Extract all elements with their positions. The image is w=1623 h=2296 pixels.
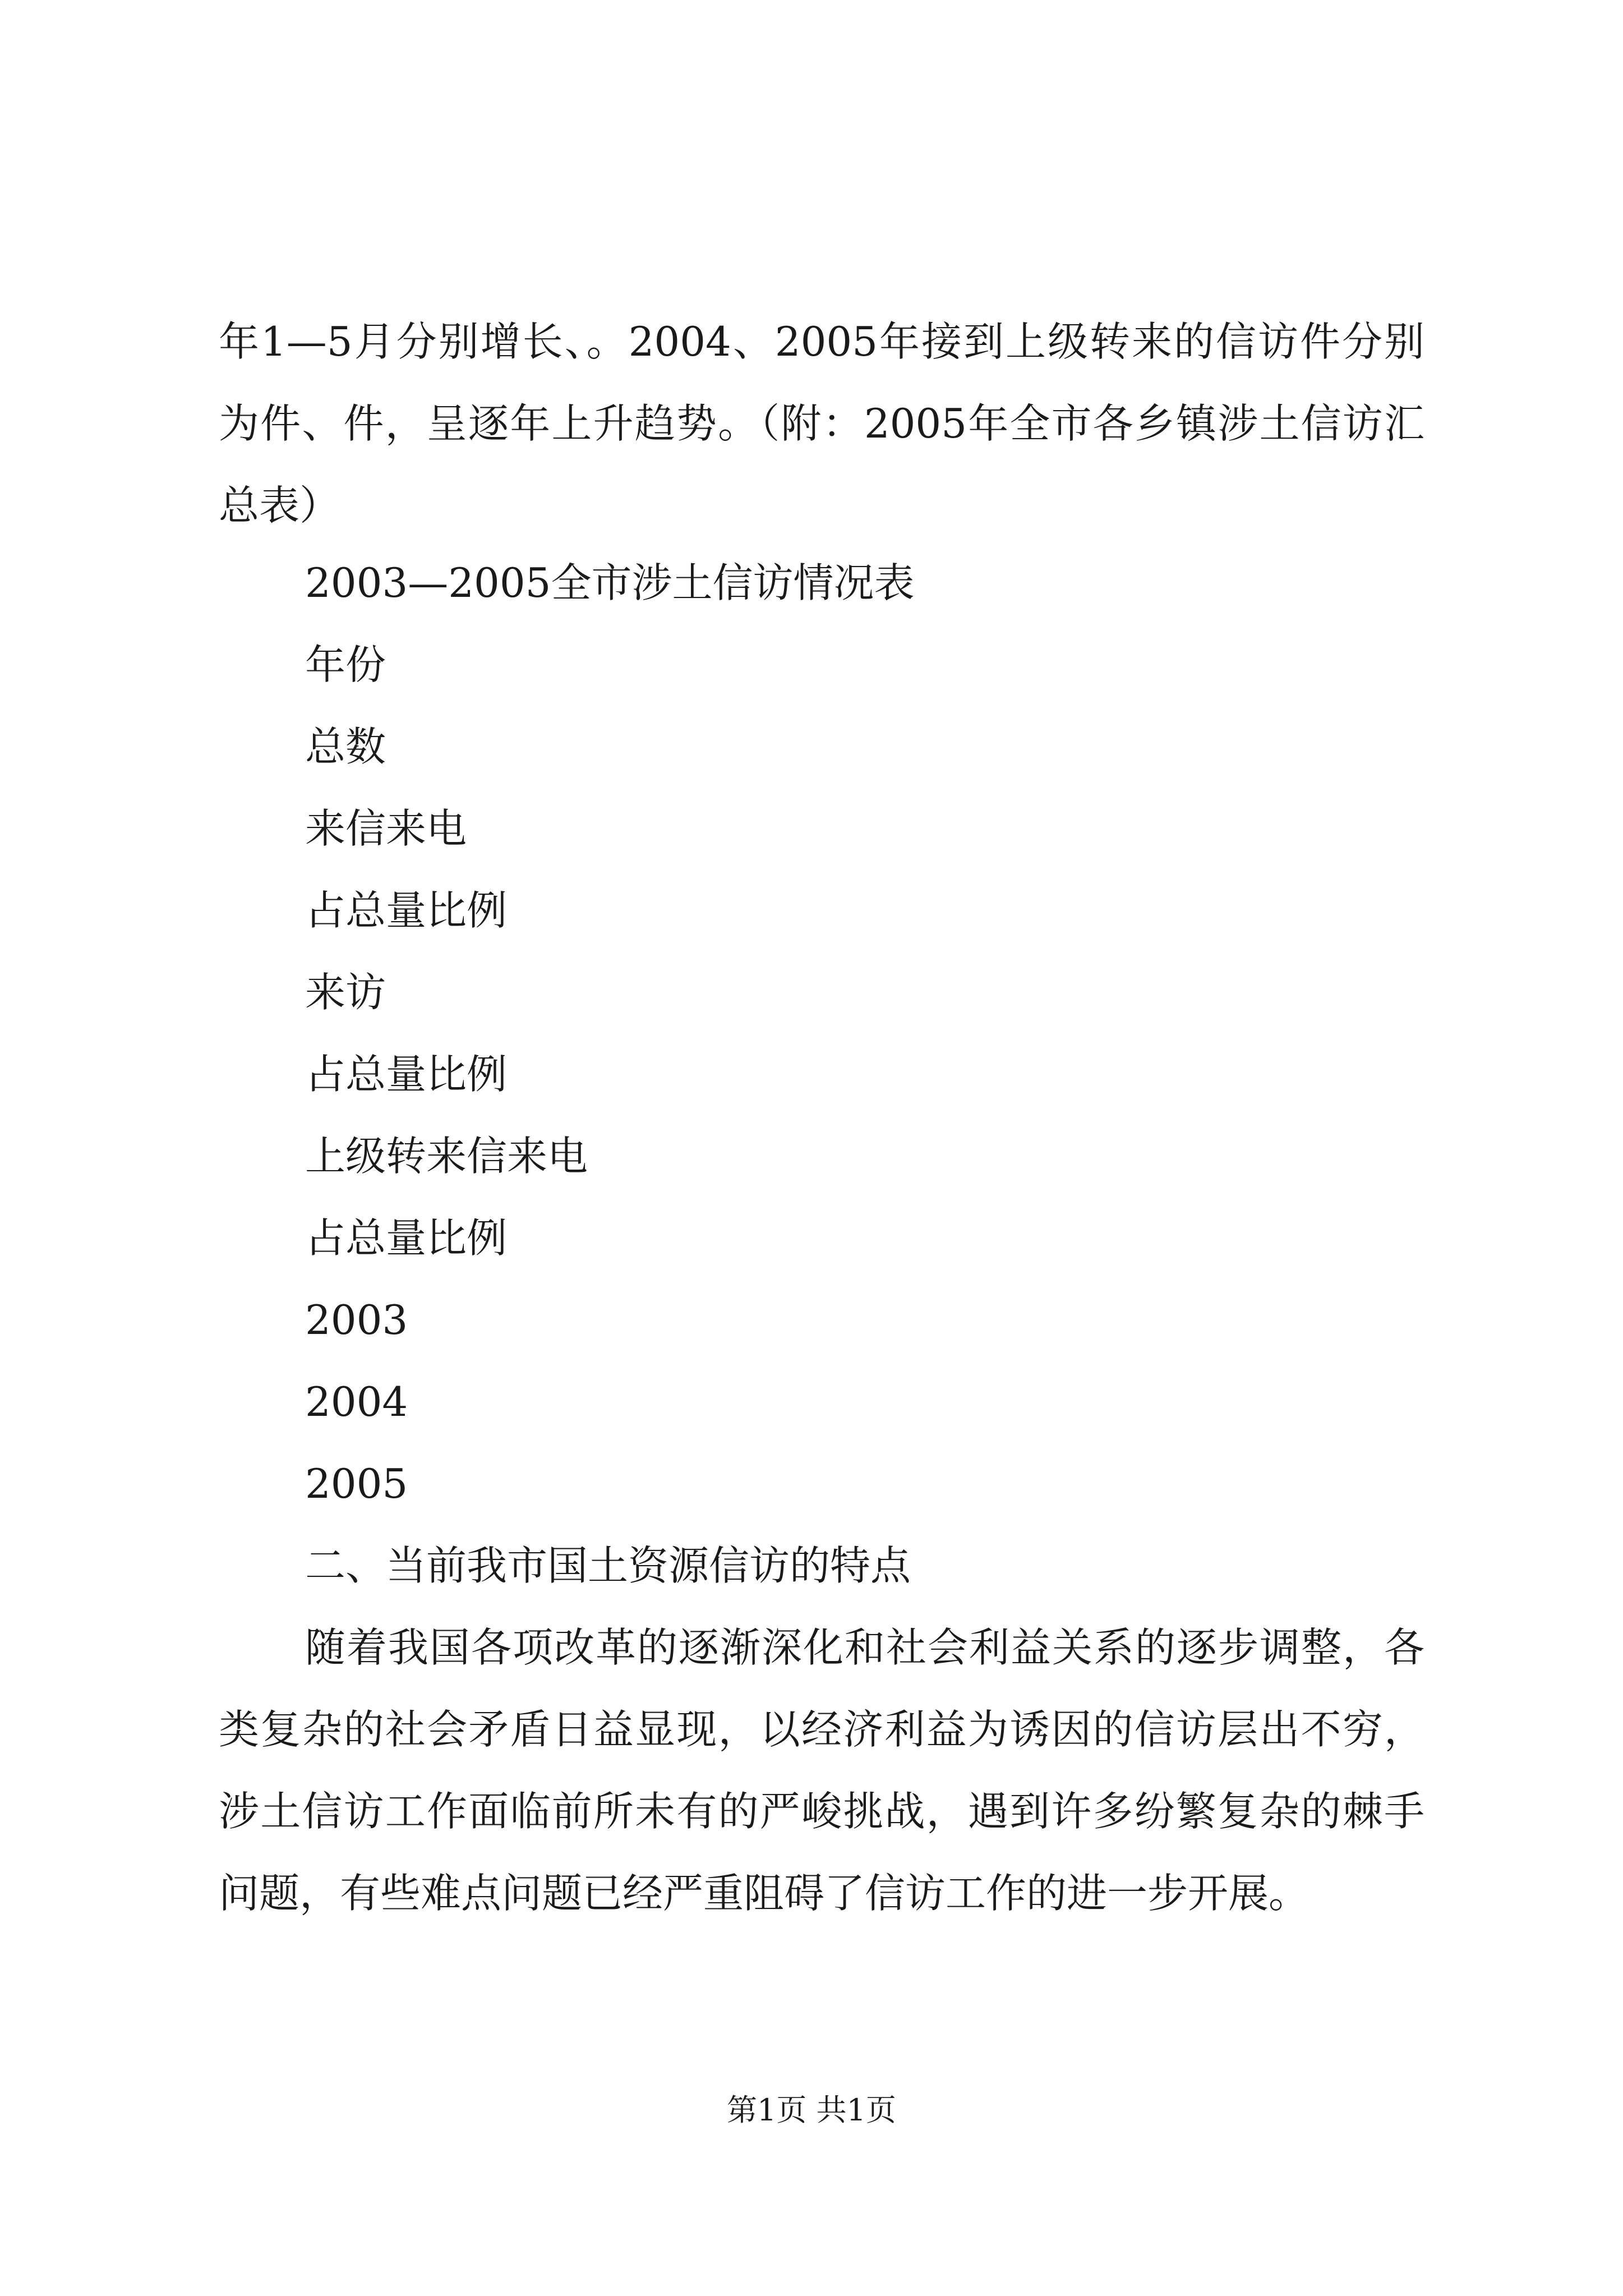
paragraph-2: 随着我国各项改革的逐渐深化和社会利益关系的逐步调整，各类复杂的社会矛盾日益显现，以经济利益为诱因的信访层出不穷，涉土信访工作面临前所未有的严峻挑战，遇到许多纷繁复杂的棘手问题，有些难点问题已经严重阻碍了信访工作的进一步开展。	[219, 1624, 1424, 1917]
table-header-year: 年份	[305, 641, 386, 688]
table-header-letters-calls: 来信来电	[305, 805, 467, 852]
section-heading: 二、当前我市国土资源信访的特点	[305, 1542, 911, 1589]
page-footer: 第1页 共1页	[727, 2092, 896, 2128]
table-header-total: 总数	[305, 723, 386, 770]
table-header-ratio-1: 占总量比例	[305, 887, 508, 934]
paragraph-2-block	[219, 1607, 1424, 1934]
table-year-2003: 2003	[305, 1296, 408, 1343]
paragraph-1: 年1—5月分别增长、。2004、2005年接到上级转来的信访件分别为件、件，呈逐年上升趋势。（附：2005年全市各乡镇涉土信访汇总表）	[219, 318, 1424, 529]
table-year-2005: 2005	[305, 1460, 408, 1507]
table-title: 2003—2005全市涉土信访情况表	[305, 559, 915, 606]
table-year-2004: 2004	[305, 1378, 408, 1425]
table-header-ratio-2: 占总量比例	[305, 1051, 508, 1098]
table-header-visits: 来访	[305, 969, 386, 1016]
table-header-ratio-3: 占总量比例	[305, 1214, 508, 1262]
table-header-forwarded: 上级转来信来电	[305, 1133, 588, 1180]
paragraph-1-block	[219, 301, 1424, 546]
